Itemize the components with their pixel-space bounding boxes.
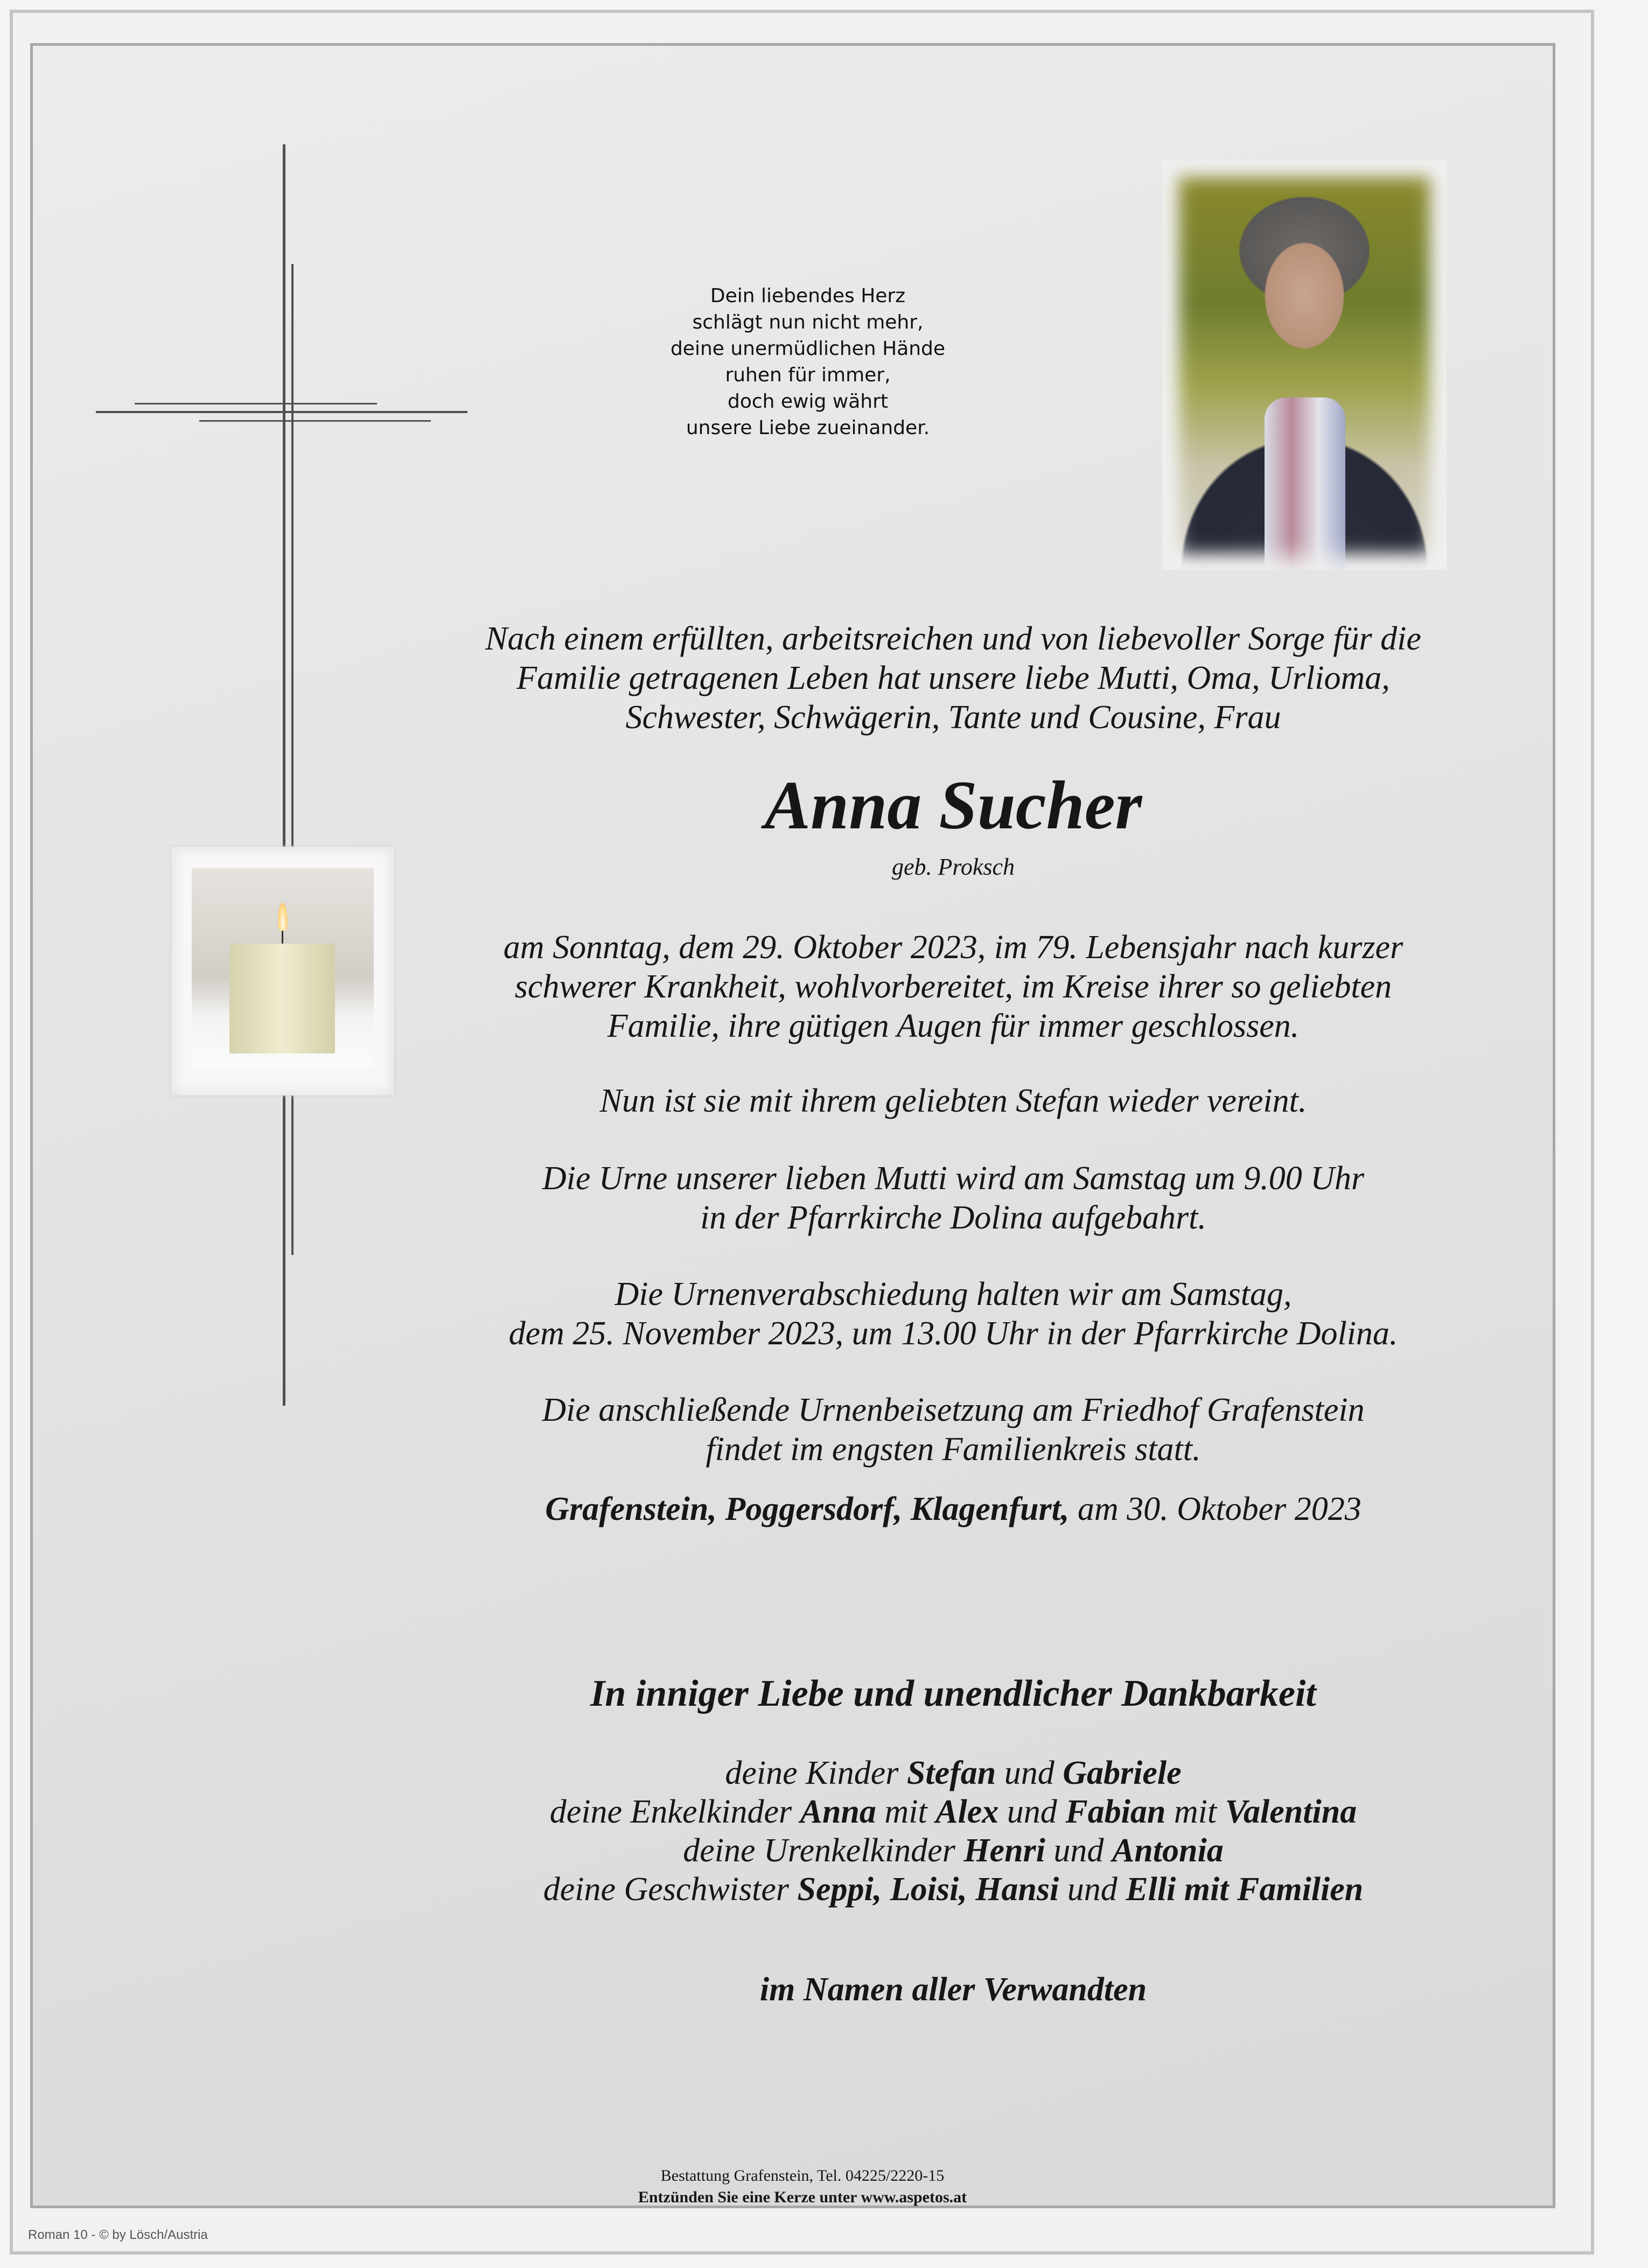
verse-line: schlägt nun nicht mehr,: [692, 311, 924, 333]
candle-website-link[interactable]: Entzünden Sie eine Kerze unter www.aspetos.at: [638, 2188, 967, 2206]
list-item: deine Urenkelkinder Henri und Antonia: [683, 1832, 1224, 1869]
mourners-list: [442, 1754, 1465, 1909]
footer: [485, 2165, 1120, 2208]
memorial-verse: [565, 283, 1050, 441]
intro-line: Nach einem erfüllten, arbeitsreichen und von liebevoller Sorge für die: [485, 620, 1421, 657]
reunion-line: Nun ist sie mit ihrem geliebten Stefan wieder vereint.: [599, 1083, 1307, 1119]
list-item: deine Enkelkinder Anna mit Alex und Fabian mit Valentina: [549, 1794, 1357, 1830]
flame-icon: [278, 903, 288, 932]
place-names: Grafenstein, Poggersdorf, Klagenfurt,: [545, 1491, 1070, 1527]
candle-image: [171, 847, 394, 1095]
mourners-heading: In inniger Liebe und unendlicher Dankbarkeit: [590, 1673, 1316, 1714]
farewell-line: dem 25. November 2023, um 13.00 Uhr in der Pfarrkirche Dolina.: [508, 1315, 1398, 1352]
death-notice-line: am Sonntag, dem 29. Oktober 2023, im 79. Lebensjahr nach kurzer: [503, 929, 1403, 966]
burial-line: findet im engsten Familienkreis statt.: [706, 1431, 1201, 1468]
candle-icon: [229, 944, 335, 1053]
urn-display-line: Die Urne unserer lieben Mutti wird am Samstag um 9.00 Uhr: [542, 1160, 1365, 1197]
copyright-text: Roman 10 - © by Lösch/Austria: [28, 2228, 208, 2242]
burial-text: [442, 1391, 1465, 1469]
death-notice-line: Familie, ihre gütigen Augen für immer geschlossen.: [607, 1008, 1300, 1044]
list-item: deine Kinder Stefan und Gabriele: [725, 1755, 1182, 1791]
closing-line: im Namen aller Verwandten: [759, 1971, 1147, 2008]
burial-line: Die anschließende Urnenbeisetzung am Friedhof Grafenstein: [542, 1392, 1365, 1428]
place-date-line: [442, 1489, 1465, 1529]
death-notice: [442, 928, 1465, 1046]
maiden-name: geb. Proksch: [891, 854, 1015, 880]
deceased-name: Anna Sucher: [764, 767, 1142, 843]
farewell-line: Die Urnenverabschiedung halten wir am Samstag,: [614, 1276, 1292, 1313]
verse-line: doch ewig währt: [727, 390, 889, 413]
intro-line: Familie getragenen Leben hat unsere liebe Mutti, Oma, Urlioma,: [516, 660, 1390, 696]
urn-display-line: in der Pfarrkirche Dolina aufgebahrt.: [700, 1199, 1206, 1236]
death-notice-line: schwerer Krankheit, wohlvorbereitet, im Kreise ihrer so geliebten: [514, 968, 1392, 1005]
list-item: deine Geschwister Seppi, Loisi, Hansi und Elli mit Familien: [543, 1871, 1364, 1908]
verse-line: ruhen für immer,: [725, 364, 891, 386]
intro-text: [442, 619, 1465, 737]
funeral-home-contact: Bestattung Grafenstein, Tel. 04225/2220-15: [660, 2167, 945, 2185]
urn-display-text: [442, 1159, 1465, 1238]
verse-line: deine unermüdlichen Hände: [670, 338, 946, 360]
reunion-text: [442, 1081, 1465, 1121]
verse-line: unsere Liebe zueinander.: [686, 417, 930, 439]
portrait-photo: [1162, 160, 1447, 570]
verse-line: Dein liebendes Herz: [710, 285, 906, 307]
notice-date: am 30. Oktober 2023: [1069, 1491, 1361, 1527]
farewell-text: [442, 1275, 1465, 1353]
intro-line: Schwester, Schwägerin, Tante und Cousine, Frau: [625, 699, 1281, 736]
